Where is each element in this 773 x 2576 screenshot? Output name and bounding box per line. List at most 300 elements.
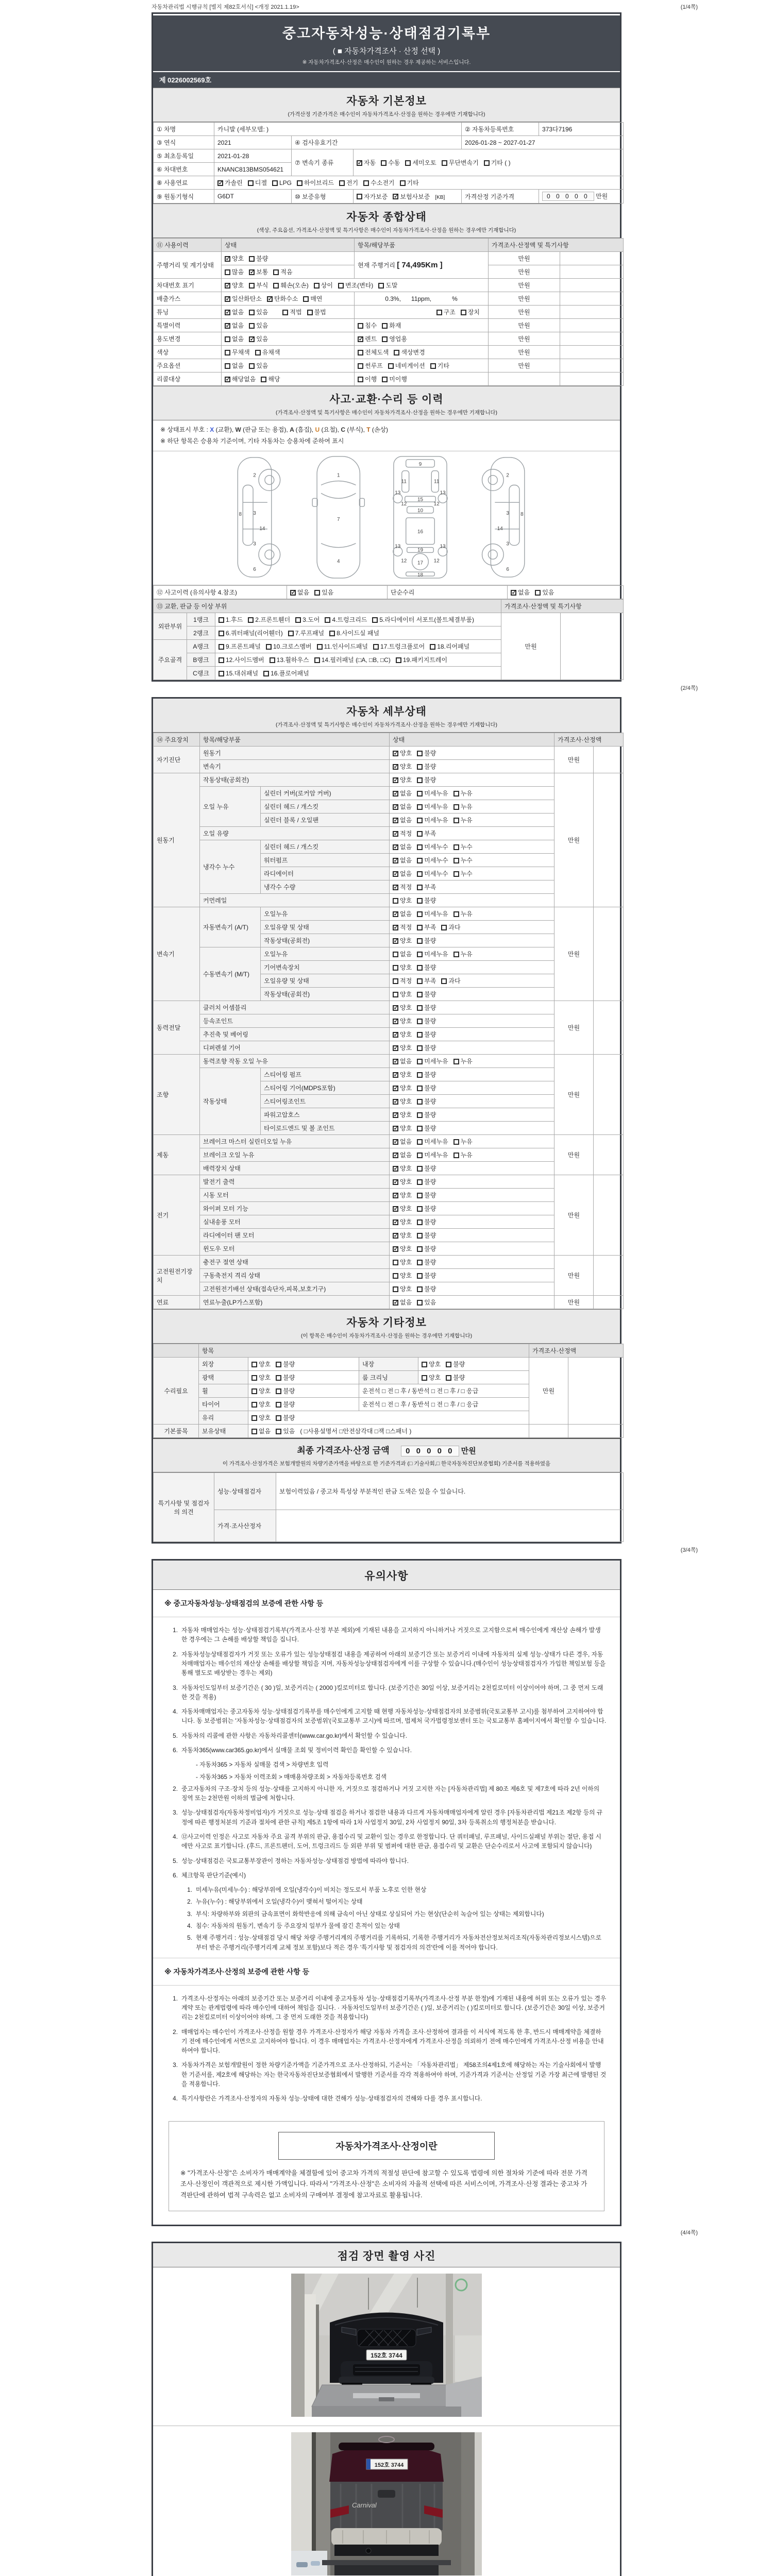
checkbox[interactable]: [453, 1139, 459, 1145]
checkbox[interactable]: [417, 777, 423, 783]
checkbox[interactable]: [273, 283, 279, 289]
checkbox[interactable]: [417, 952, 423, 957]
option: [372, 615, 474, 624]
item-label: 클러치 어셈블리: [200, 1001, 390, 1014]
checkbox[interactable]: [393, 1273, 398, 1279]
legend-note: ※ 하단 항목은 승용차 기준이며, 기타 자동차는 승용차에 준하여 표시: [160, 437, 344, 445]
checkbox[interactable]: [393, 1059, 398, 1064]
checkbox[interactable]: [453, 871, 459, 877]
special-history-options: [222, 319, 355, 332]
checkbox[interactable]: [297, 180, 303, 186]
state-options: [390, 1135, 554, 1148]
checkbox[interactable]: [225, 296, 230, 302]
option-label: 불량: [283, 1374, 295, 1382]
checkbox[interactable]: [422, 1362, 427, 1367]
option-label: 양호: [429, 1361, 441, 1368]
option-label: 양호: [400, 937, 412, 945]
checkbox[interactable]: [290, 590, 296, 596]
checkbox[interactable]: [393, 194, 398, 199]
option: [417, 1284, 436, 1293]
checkbox[interactable]: [393, 1206, 398, 1212]
checkbox[interactable]: [276, 1375, 281, 1381]
checkbox[interactable]: [393, 764, 398, 770]
checkbox[interactable]: [446, 1375, 451, 1381]
checkbox[interactable]: [405, 160, 411, 166]
path: [321, 544, 356, 548]
checkbox[interactable]: [417, 844, 423, 850]
row-label: 주요옵션: [154, 359, 222, 372]
option-label: 양호: [400, 1178, 412, 1186]
state-options: [390, 814, 554, 827]
span: 3.: [173, 1809, 178, 1817]
field-value: G6DT: [214, 190, 292, 204]
checkbox[interactable]: [417, 764, 423, 770]
option-label: 무채색: [232, 349, 250, 356]
checkbox[interactable]: [453, 844, 459, 850]
checkbox[interactable]: [417, 1126, 423, 1131]
checkbox[interactable]: [393, 1233, 398, 1239]
checkbox[interactable]: [417, 1112, 423, 1118]
item-label: 배력장치 상태: [200, 1162, 390, 1175]
checkbox[interactable]: [393, 1260, 398, 1265]
checkbox[interactable]: [267, 296, 273, 302]
main-option-options: [222, 359, 355, 372]
checkbox[interactable]: [394, 350, 399, 355]
checkbox[interactable]: [225, 269, 230, 275]
checkbox[interactable]: [453, 858, 459, 863]
checkbox[interactable]: [276, 1402, 281, 1408]
checkbox[interactable]: [417, 1153, 423, 1158]
checkbox[interactable]: [453, 818, 459, 823]
item-label: 와이퍼 모터 기능: [200, 1202, 390, 1215]
checkbox[interactable]: [225, 310, 230, 315]
checkbox[interactable]: [417, 1019, 423, 1024]
checkbox[interactable]: [453, 952, 459, 957]
transmission-options: [354, 149, 624, 176]
checkbox[interactable]: [417, 978, 423, 984]
field-label: ⑤ 최초등록일: [154, 149, 214, 163]
checkbox[interactable]: [249, 256, 255, 262]
checkbox[interactable]: [358, 336, 363, 342]
checkbox[interactable]: [263, 671, 269, 676]
option-label: 렌트: [365, 335, 377, 343]
checkbox[interactable]: [276, 1429, 281, 1434]
checkbox[interactable]: [358, 363, 363, 369]
option-label: 14.필러패널 (□A, □B, □C): [321, 656, 391, 664]
checkbox[interactable]: [417, 925, 423, 930]
checkbox[interactable]: [358, 323, 363, 329]
checkbox[interactable]: [288, 631, 294, 636]
span: [ 74,495Km ]: [397, 261, 443, 269]
checkbox[interactable]: [393, 804, 398, 810]
field-value: KNANC813BMS054621: [214, 163, 292, 176]
option: [393, 950, 412, 958]
item-label: 고전원전기배선 상태(접속단자,피복,보호기구): [200, 1282, 390, 1296]
usage-change-options: [222, 332, 355, 346]
checkbox[interactable]: [249, 310, 255, 315]
checkbox[interactable]: [393, 831, 398, 837]
checkbox[interactable]: [249, 363, 255, 369]
checkbox[interactable]: [417, 818, 423, 823]
checkbox[interactable]: [249, 283, 255, 289]
option: [357, 158, 376, 167]
checkbox[interactable]: [276, 1362, 281, 1367]
price-unit: 만원: [554, 1175, 594, 1256]
item-label: 추진축 및 베어링: [200, 1028, 390, 1041]
option: [417, 829, 436, 838]
price-note: [560, 372, 624, 386]
option: [273, 281, 308, 290]
checkbox[interactable]: [417, 831, 423, 837]
item-label: 라디에이터 팬 모터: [200, 1229, 390, 1242]
option: [417, 1124, 436, 1132]
checkbox[interactable]: [422, 1375, 427, 1381]
option-label: 있음: [283, 1428, 295, 1435]
checkbox[interactable]: [393, 898, 398, 904]
checkbox[interactable]: [417, 1286, 423, 1292]
checkbox[interactable]: [453, 804, 459, 810]
checkbox[interactable]: [393, 911, 398, 917]
option: [417, 1217, 436, 1226]
section-photos: [153, 2243, 620, 2267]
checkbox[interactable]: [417, 1045, 423, 1051]
checkbox[interactable]: [430, 644, 435, 650]
checkbox[interactable]: [417, 992, 423, 997]
option-label: 미세누수: [424, 857, 448, 865]
checkbox[interactable]: [382, 377, 388, 382]
checkbox[interactable]: [417, 1273, 423, 1279]
checkbox[interactable]: [417, 791, 423, 796]
checkbox[interactable]: [396, 657, 401, 663]
checkbox[interactable]: [219, 631, 224, 636]
checkbox[interactable]: [276, 1388, 281, 1394]
info-box-text: ※ "가격조사·산정"은 소비자가 매매계약을 체결함에 있어 중고차 가격의 적절성 판단에 참고할 수 있도록 법령에 의한 절차와 기준에 따라 전문 가격조사·산정인이 객관적으로 제시한 가액입니다. 따라서 "가격조사·산정"은 소비자의 자율적 선택에 따른 서비스이며, 가격조사·산정 결과는 중고차 가격판단에 관하여 법적 구속력은 없고 소비자의 구매여부 결정에 참고자료로 활용됩니다.: [180, 2169, 587, 2199]
tuning-type-options: [355, 306, 489, 319]
checkbox[interactable]: [329, 631, 335, 636]
span: - 자동차365 > 자동차 이력조회 > 매매용차량조회 > 자동차등록번호 검색: [196, 1773, 387, 1781]
checkbox[interactable]: [382, 323, 388, 329]
option: [417, 1164, 436, 1173]
checkbox[interactable]: [249, 323, 255, 329]
option: [393, 1177, 412, 1186]
option-label: 누유: [460, 790, 473, 798]
checkbox[interactable]: [453, 1153, 459, 1158]
checkbox[interactable]: [219, 644, 224, 650]
checkbox[interactable]: [358, 350, 363, 355]
option: [225, 294, 262, 303]
checkbox[interactable]: [417, 1072, 423, 1078]
checkbox[interactable]: [338, 283, 344, 289]
checkbox[interactable]: [393, 1086, 398, 1091]
final-price-label: 최종 가격조사·산정 금액: [297, 1446, 390, 1456]
checkbox[interactable]: [357, 194, 362, 199]
checkbox[interactable]: [393, 1153, 398, 1158]
option-label: 5.라디에이터 서포트(볼트체결부품): [379, 616, 474, 624]
rect: [455, 2335, 482, 2382]
checkbox[interactable]: [393, 1286, 398, 1292]
checkbox[interactable]: [511, 590, 516, 596]
checkbox[interactable]: [461, 310, 466, 315]
checkbox[interactable]: [393, 1126, 398, 1131]
checkbox[interactable]: [372, 617, 378, 623]
diagram-legend: [153, 420, 620, 451]
checkbox[interactable]: [314, 590, 320, 596]
checkbox[interactable]: [393, 925, 398, 930]
legend-symbol: A (흠집),: [290, 426, 315, 433]
option-label: 과다: [448, 924, 461, 931]
checkbox[interactable]: [393, 858, 398, 863]
option-label: 양호: [400, 1044, 412, 1052]
option-label: 썬루프: [365, 362, 383, 369]
option-label: 13.휠하우스: [276, 656, 309, 664]
checkbox[interactable]: [225, 377, 230, 382]
checkbox[interactable]: [219, 657, 224, 663]
checkbox[interactable]: [417, 1206, 423, 1212]
checkbox[interactable]: [393, 1219, 398, 1225]
checkbox[interactable]: [255, 350, 261, 355]
checkbox[interactable]: [248, 180, 254, 186]
checkbox[interactable]: [225, 336, 230, 342]
option-label: 부족: [424, 924, 436, 931]
rect: [475, 2432, 482, 2575]
checkbox[interactable]: [400, 180, 406, 186]
checkbox[interactable]: [393, 965, 398, 971]
checkbox[interactable]: [357, 160, 362, 166]
checkbox[interactable]: [417, 1099, 423, 1105]
price-note: [594, 1001, 624, 1055]
checkbox[interactable]: [453, 911, 459, 917]
page-marker-3: (3/4쪽): [680, 1547, 698, 1554]
checkbox[interactable]: [417, 965, 423, 971]
span: 자동차 매매업자는 성능·상태점검기록부(가격조사·산정 부분 제외)에 기재된 내용을 고지하지 아니하거나 거짓으로 고지함으로써 매수인에게 재산상 손해가 발생한 경우에는 그 손해를 배상할 책임을 집니다.: [181, 1626, 601, 1643]
checkbox[interactable]: [430, 363, 436, 369]
checkbox[interactable]: [251, 1375, 257, 1381]
circle: [488, 476, 497, 485]
checkbox[interactable]: [251, 1388, 257, 1394]
option-label: 없음: [400, 1299, 412, 1307]
option-label: 양호: [400, 1084, 412, 1092]
checkbox[interactable]: [417, 911, 423, 917]
checkbox[interactable]: [393, 1166, 398, 1172]
checkbox[interactable]: [417, 1086, 423, 1091]
checkbox[interactable]: [393, 1112, 398, 1118]
price-unit: 만원: [489, 319, 560, 332]
checkbox[interactable]: [393, 1045, 398, 1051]
checkbox[interactable]: [249, 336, 255, 342]
checkbox[interactable]: [393, 978, 398, 984]
subgroup-label: 작동상태: [200, 1068, 261, 1135]
checkbox[interactable]: [261, 377, 266, 382]
item-label: 브레이크 마스터 실린더오일 누유: [200, 1135, 390, 1148]
option-label: 양호: [400, 1245, 412, 1253]
checkbox[interactable]: [314, 657, 320, 663]
checkbox[interactable]: [393, 1099, 398, 1105]
price-note: [594, 907, 624, 1001]
option-label: 양호: [259, 1414, 271, 1422]
rect: [339, 2377, 434, 2384]
option-label: 19.패키지트레이: [402, 656, 448, 664]
checkbox[interactable]: [393, 871, 398, 877]
checkbox[interactable]: [393, 1179, 398, 1185]
checkbox[interactable]: [417, 1300, 423, 1306]
checkbox[interactable]: [388, 363, 394, 369]
checkbox[interactable]: [441, 978, 447, 984]
item-label: 냉각수 수량: [261, 880, 390, 894]
checkbox[interactable]: [307, 310, 313, 315]
checkbox[interactable]: [393, 1246, 398, 1252]
option: [263, 669, 309, 677]
price-unit: 만원: [489, 292, 560, 306]
notice-list-2: [153, 1986, 620, 2112]
checkbox[interactable]: [393, 1139, 398, 1145]
checkbox[interactable]: [249, 269, 255, 275]
checkbox[interactable]: [436, 310, 442, 315]
checkbox[interactable]: [219, 617, 224, 623]
checkbox[interactable]: [417, 1166, 423, 1172]
diagram-number: 7: [337, 517, 340, 523]
option: [338, 281, 373, 290]
checkbox[interactable]: [217, 180, 223, 186]
checkbox[interactable]: [266, 644, 272, 650]
column-header: 상태: [222, 239, 355, 252]
checkbox[interactable]: [219, 671, 224, 676]
checkbox[interactable]: [417, 858, 423, 863]
checkbox[interactable]: [393, 751, 398, 756]
state-options: [390, 1068, 554, 1081]
checkbox[interactable]: [441, 925, 447, 930]
option: [270, 655, 309, 664]
group-label: 기본품목: [154, 1425, 199, 1438]
checkbox[interactable]: [446, 1362, 451, 1367]
table-row: [154, 332, 624, 346]
checkbox[interactable]: [325, 617, 330, 623]
checkbox[interactable]: [417, 1193, 423, 1198]
checkbox[interactable]: [358, 377, 363, 382]
option-label: 양호: [400, 1192, 412, 1199]
checkbox[interactable]: [303, 296, 309, 302]
checkbox[interactable]: [393, 1005, 398, 1011]
checkbox[interactable]: [314, 283, 320, 289]
checkbox[interactable]: [251, 1415, 257, 1421]
checkbox[interactable]: [417, 1179, 423, 1185]
group-label: 외판부위: [154, 613, 187, 640]
checkbox[interactable]: [282, 310, 288, 315]
option: [417, 896, 436, 905]
checkbox[interactable]: [317, 644, 323, 650]
checkbox[interactable]: [363, 180, 369, 186]
checkbox[interactable]: [393, 992, 398, 997]
detail-row: [154, 1202, 624, 1215]
checkbox[interactable]: [417, 1260, 423, 1265]
checkbox[interactable]: [417, 1005, 423, 1011]
checkbox[interactable]: [484, 160, 490, 166]
page-marker-2: (2/4쪽): [680, 685, 698, 692]
checkbox[interactable]: [393, 1072, 398, 1078]
checkbox[interactable]: [417, 1219, 423, 1225]
legend-prefix: ※ 상태표시 부호 :: [160, 426, 208, 433]
checkbox[interactable]: [225, 350, 230, 355]
checkbox[interactable]: [378, 283, 384, 289]
checkbox[interactable]: [225, 283, 230, 289]
checkbox[interactable]: [417, 885, 423, 890]
checkbox[interactable]: [225, 323, 230, 329]
checkbox[interactable]: [417, 1233, 423, 1239]
option: [314, 588, 333, 597]
checkbox[interactable]: [270, 657, 275, 663]
checkbox[interactable]: [393, 885, 398, 890]
option-label: 양호: [400, 964, 412, 972]
state-options: [390, 1229, 554, 1242]
checkbox[interactable]: [442, 160, 447, 166]
checkbox[interactable]: [393, 1300, 398, 1306]
tuning-options: [222, 306, 355, 319]
option-label: 하이브리드: [304, 179, 334, 187]
checkbox[interactable]: [393, 844, 398, 850]
checkbox[interactable]: [251, 1402, 257, 1408]
section-comprehensive: [153, 204, 620, 238]
checkbox[interactable]: [417, 1032, 423, 1038]
checkbox[interactable]: [417, 898, 423, 904]
checkbox[interactable]: [417, 804, 423, 810]
checkbox[interactable]: [393, 818, 398, 823]
checkbox[interactable]: [382, 336, 388, 342]
table-row: [154, 1425, 624, 1438]
state-options: [390, 894, 554, 907]
checkbox[interactable]: [393, 791, 398, 796]
option: [219, 655, 264, 664]
tire-position-options: 운전석 □ 전 □ 후 / 동반석 □ 전 □ 후 / □ 응급: [359, 1398, 529, 1411]
checkbox[interactable]: [535, 590, 541, 596]
detail-row: [154, 827, 624, 840]
checkbox[interactable]: [453, 791, 459, 796]
checkbox[interactable]: [417, 1059, 423, 1064]
checkbox[interactable]: [276, 1415, 281, 1421]
checkbox[interactable]: [225, 256, 230, 262]
checkbox[interactable]: [393, 938, 398, 944]
checkbox[interactable]: [417, 1139, 423, 1145]
checkbox[interactable]: [393, 1193, 398, 1198]
notice-item: [166, 1745, 607, 1755]
checkbox[interactable]: [251, 1362, 257, 1367]
checkbox[interactable]: [417, 871, 423, 877]
checkbox[interactable]: [248, 617, 254, 623]
checkbox[interactable]: [272, 180, 278, 186]
option: [393, 1016, 412, 1025]
checkbox[interactable]: [393, 777, 398, 783]
rank2-options: [215, 626, 501, 640]
checkbox[interactable]: [273, 269, 279, 275]
checkbox[interactable]: [417, 938, 423, 944]
tire-options: [248, 1398, 359, 1411]
checkbox[interactable]: [373, 644, 379, 650]
checkbox[interactable]: [417, 751, 423, 756]
checkbox[interactable]: [381, 160, 386, 166]
option: [388, 361, 425, 370]
checkbox[interactable]: [417, 1246, 423, 1252]
option-label: 3.도어: [303, 616, 320, 624]
row-label: 외장: [199, 1358, 248, 1371]
checkbox[interactable]: [393, 1032, 398, 1038]
checkbox[interactable]: [393, 952, 398, 957]
checkbox[interactable]: [453, 1059, 459, 1064]
price-unit: 만원: [489, 359, 560, 372]
checkbox[interactable]: [251, 1429, 257, 1434]
checkbox[interactable]: [393, 1019, 398, 1024]
checkbox[interactable]: [225, 363, 230, 369]
checkbox[interactable]: [295, 617, 301, 623]
checkbox[interactable]: [339, 180, 345, 186]
wheel-position-options: 운전석 □ 전 □ 후 / 동반석 □ 전 □ 후 / □ 응급: [359, 1384, 529, 1398]
